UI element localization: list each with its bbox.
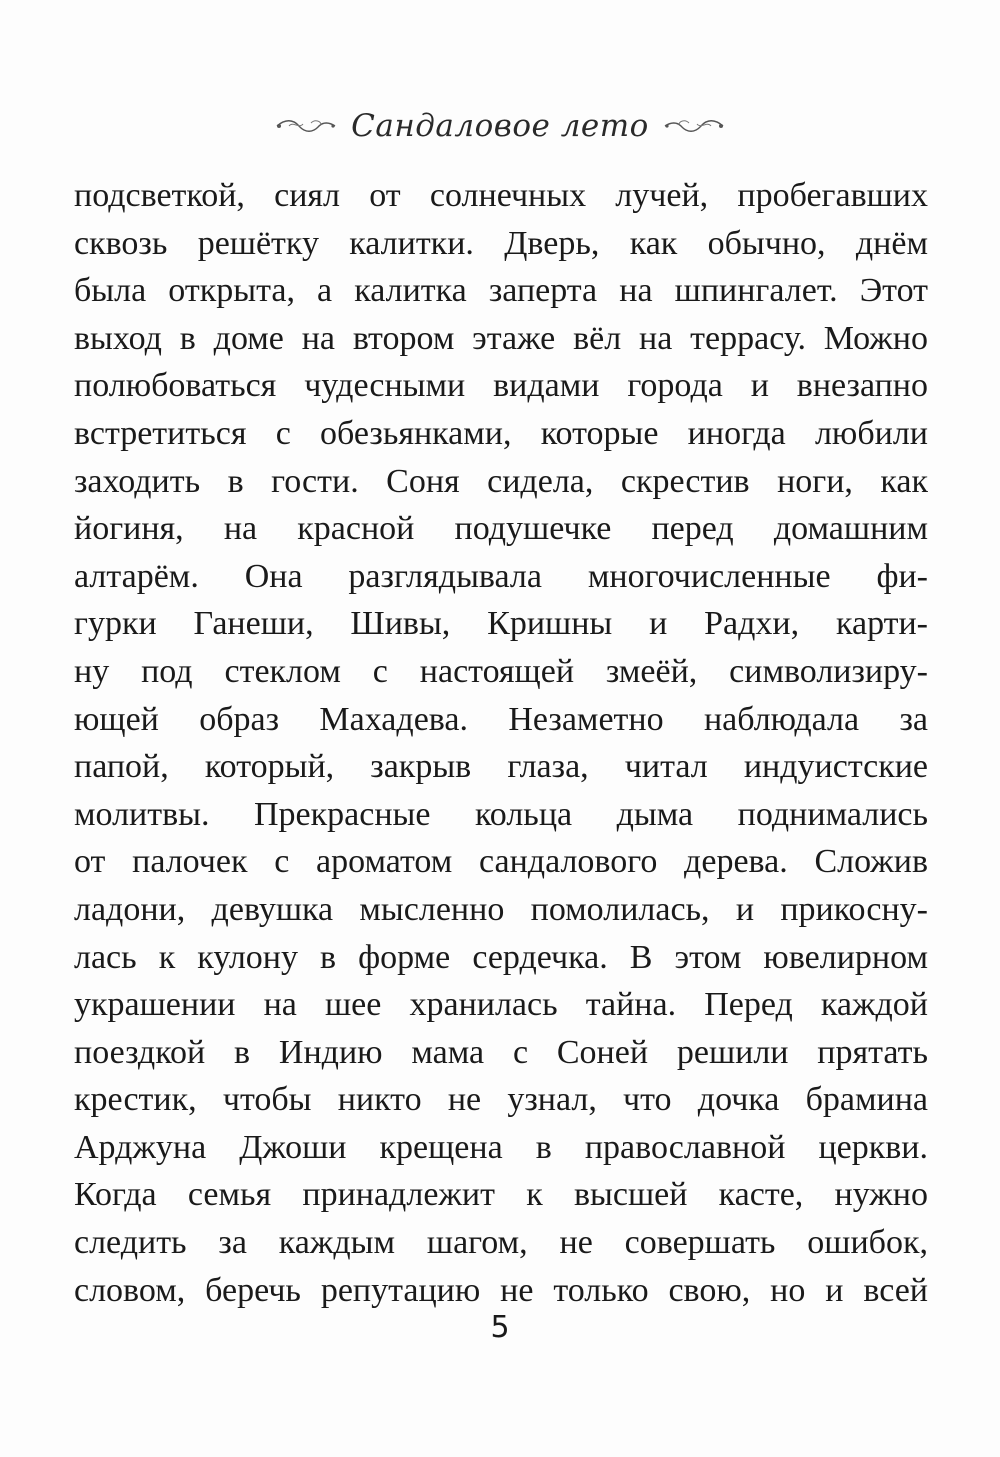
text-line: алтарём. Она разглядывала многочисленные фи-: [74, 557, 928, 595]
text-line: следить за каждым шагом, не совершать ошибок,: [74, 1224, 928, 1262]
text-line: ющей образ Махадева. Незаметно наблюдала за: [74, 700, 928, 738]
flourish-ornament-left-icon: [275, 115, 337, 137]
page-number: 5: [490, 1310, 510, 1345]
text-line: словом, беречь репутацию не только свою, но и всей: [74, 1271, 928, 1309]
text-line: украшении на шее хранилась тайна. Перед каждой: [74, 986, 928, 1024]
text-line: выход в доме на втором этаже вёл на террасу. Можно: [74, 319, 928, 357]
running-header-title: Сандаловое лето: [351, 108, 649, 144]
text-line: молитвы. Прекрасные кольца дыма поднимались: [74, 795, 928, 833]
page-body-text: [74, 172, 928, 1314]
text-line: заходить в гости. Соня сидела, скрестив ноги, как: [74, 462, 928, 500]
text-line: гурки Ганеши, Шивы, Кришны и Радхи, карти-: [74, 605, 928, 643]
running-header: [0, 108, 1000, 144]
text-line: была открыта, а калитка заперта на шпингалет. Этот: [74, 272, 928, 310]
text-line: лась к кулону в форме сердечка. В этом ювелирном: [74, 938, 928, 976]
text-line: крестик, чтобы никто не узнал, что дочка брамина: [74, 1081, 928, 1119]
text-line: папой, который, закрыв глаза, читал индуистские: [74, 748, 928, 786]
text-line: подсветкой, сиял от солнечных лучей, пробегавших: [74, 177, 928, 214]
text-line: йогиня, на красной подушечке перед домашним: [74, 510, 928, 548]
text-line: от палочек с ароматом сандалового дерева. Сложив: [74, 843, 928, 881]
text-line: ну под стеклом с настоящей змеёй, символизиру-: [74, 652, 928, 690]
flourish-ornament-right-icon: [663, 115, 725, 137]
text-line: сквозь решётку калитки. Дверь, как обычно, днём: [74, 224, 928, 262]
text-line: Арджуна Джоши крещена в православной церкви.: [74, 1128, 928, 1166]
text-line: встретиться с обезьянками, которые иногда любили: [74, 414, 928, 452]
text-line: полюбоваться чудесными видами города и внезапно: [74, 367, 928, 405]
text-line: Когда семья принадлежит к высшей касте, нужно: [74, 1176, 928, 1214]
text-line: поездкой в Индию мама с Соней решили прятать: [74, 1033, 928, 1071]
text-line: ладони, девушка мысленно помолилась, и прикосну-: [74, 890, 928, 928]
